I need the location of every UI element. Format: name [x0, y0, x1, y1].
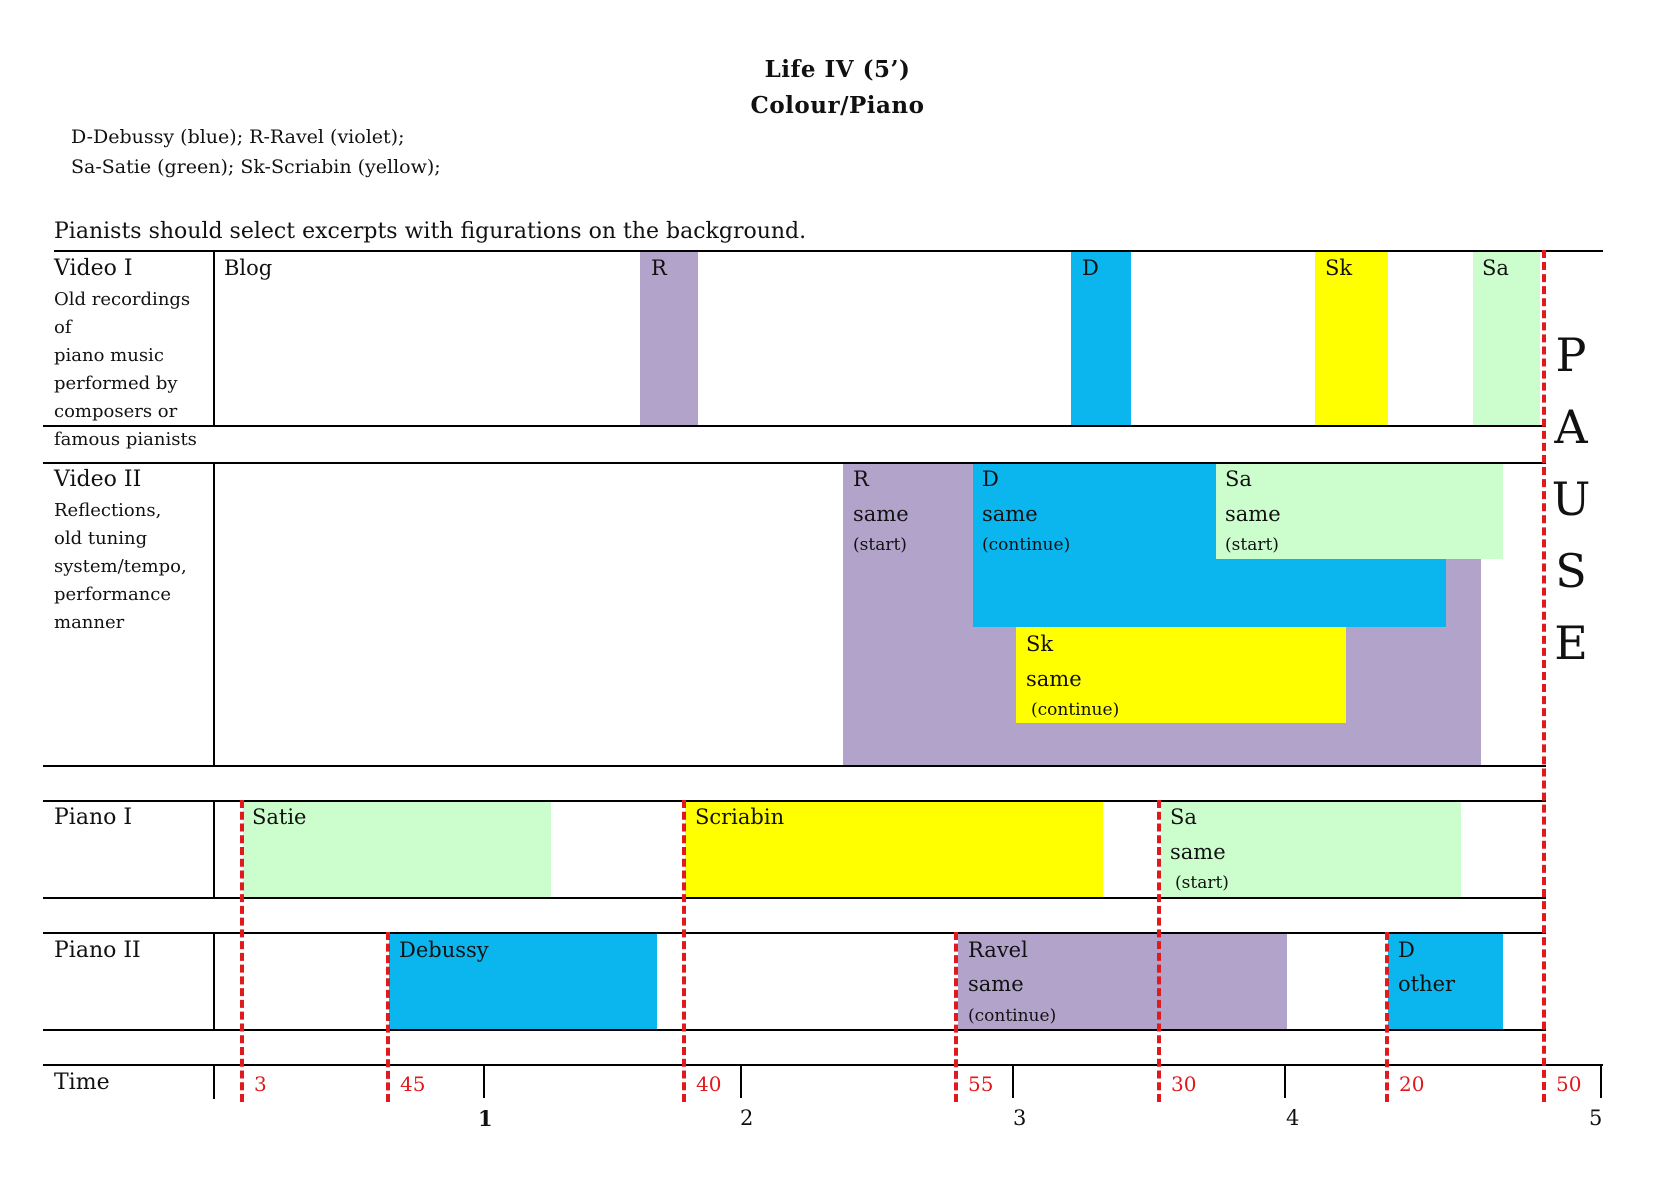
piano1-scriabin-label: Scriabin: [695, 805, 785, 829]
video1-debussy-block: [1071, 251, 1131, 425]
piano1-sa-same: same: [1170, 840, 1226, 864]
video2-desc-line: performance: [54, 584, 172, 605]
piano1-satie-label: Satie: [252, 805, 307, 829]
video1-desc-line: famous pianists: [54, 429, 197, 450]
page-subtitle: Colour/Piano: [750, 92, 925, 119]
video2-ravel-start: (start): [853, 535, 907, 555]
video1-blog-label: Blog: [224, 256, 273, 280]
minute-tick-3: [1012, 1065, 1014, 1098]
video2-debussy-same: same: [982, 502, 1038, 526]
minute-label: 2: [740, 1106, 754, 1130]
video2-desc-line: manner: [54, 612, 125, 633]
piano2-ravel-label: Ravel: [968, 938, 1028, 962]
pause-letter: E: [1554, 616, 1588, 670]
video2-ravel-same: same: [853, 502, 909, 526]
time-marker-label: 40: [696, 1072, 722, 1096]
video2-ravel-label: R: [853, 467, 869, 491]
video2-satie-start: (start): [1225, 535, 1279, 555]
video1-desc-line: piano music: [54, 345, 164, 366]
video2-scriabin-label: Sk: [1026, 632, 1054, 656]
time-marker-line-20: [1385, 932, 1389, 1102]
minute-label: 3: [1013, 1106, 1027, 1130]
video2-title: Video II: [54, 467, 142, 492]
legend-line-1: D-Debussy (blue); R-Ravel (violet);: [71, 126, 405, 148]
time-top-line: [43, 1064, 1603, 1066]
time-marker-label: 30: [1171, 1072, 1197, 1096]
pause-letter: P: [1555, 328, 1587, 382]
piano2-bottom-line: [43, 1029, 1546, 1031]
piano2-title: Piano II: [54, 938, 141, 963]
piano2-d-label: D: [1398, 938, 1415, 962]
piano1-divider: [213, 800, 215, 898]
time-marker-line-30: [1157, 800, 1161, 1102]
minute-tick-1: [483, 1065, 485, 1098]
video2-desc-line: old tuning: [54, 528, 148, 549]
minute-tick-5: [1600, 1065, 1602, 1098]
time-marker-label: 55: [968, 1072, 994, 1096]
time-title: Time: [54, 1070, 110, 1095]
video1-desc-line: performed by: [54, 373, 178, 394]
video2-debussy-label: D: [982, 467, 999, 491]
video2-top-line: [43, 462, 1546, 464]
minute-label: 1: [478, 1106, 493, 1131]
piano2-ravel-same: same: [968, 972, 1024, 996]
video1-divider: [213, 250, 215, 426]
instruction-text: Pianists should select excerpts with figurations on the background.: [54, 219, 807, 244]
pause-letter: U: [1551, 472, 1591, 526]
minute-label: 4: [1286, 1106, 1300, 1130]
time-marker-line-3: [240, 800, 244, 1102]
video2-satie-same: same: [1225, 502, 1281, 526]
video1-bottom-line: [43, 425, 1546, 427]
video1-desc-line: Old recordings of: [54, 289, 191, 338]
pause-letter: A: [1554, 400, 1588, 454]
time-marker-line-55: [954, 932, 958, 1102]
piano1-title: Piano I: [54, 805, 133, 830]
video1-title: Video I: [54, 256, 133, 281]
video1-ravel-label: R: [651, 256, 667, 280]
legend-line-2: Sa-Satie (green); Sk-Scriabin (yellow);: [71, 156, 441, 178]
video2-satie-label: Sa: [1225, 467, 1252, 491]
video2-desc-line: system/tempo,: [54, 556, 187, 577]
piano1-top-line: [43, 800, 1546, 802]
video2-scriabin-continue: (continue): [1031, 700, 1120, 720]
piano2-ravel-continue: (continue): [968, 1006, 1057, 1026]
piano2-debussy-label: Debussy: [399, 938, 489, 962]
video1-top-line: [54, 250, 1603, 252]
time-marker-line-45: [386, 932, 390, 1102]
time-marker-label: 50: [1556, 1072, 1582, 1096]
minute-label: 5: [1589, 1106, 1603, 1130]
video1-description: [54, 286, 210, 454]
piano1-bottom-line: [43, 897, 1546, 899]
video2-bottom-line: [43, 765, 1546, 767]
piano1-sa-label: Sa: [1170, 805, 1197, 829]
time-marker-label: 20: [1399, 1072, 1425, 1096]
time-marker-label: 45: [400, 1072, 426, 1096]
piano2-divider: [213, 932, 215, 1030]
minute-tick-4: [1284, 1065, 1286, 1098]
time-marker-label: 3: [254, 1072, 267, 1096]
video2-divider: [213, 462, 215, 766]
minute-tick-2: [740, 1065, 742, 1098]
piano1-sa-start: (start): [1175, 873, 1229, 893]
video1-debussy-label: D: [1082, 256, 1099, 280]
video2-debussy-continue: (continue): [982, 535, 1071, 555]
time-divider: [213, 1064, 215, 1099]
video2-scriabin-same: same: [1026, 667, 1082, 691]
video2-description: [54, 497, 210, 637]
video1-satie-label: Sa: [1482, 256, 1509, 280]
piano2-top-line: [43, 932, 1546, 934]
video1-ravel-block: [640, 251, 698, 425]
page-title: Life IV (5’): [764, 56, 911, 83]
time-marker-line-40: [682, 800, 686, 1102]
video2-desc-line: Reflections,: [54, 500, 162, 521]
pause-letter: S: [1555, 544, 1587, 598]
video1-scriabin-label: Sk: [1325, 256, 1353, 280]
piano2-d-other: other: [1398, 972, 1456, 996]
video1-desc-line: composers or: [54, 401, 178, 422]
